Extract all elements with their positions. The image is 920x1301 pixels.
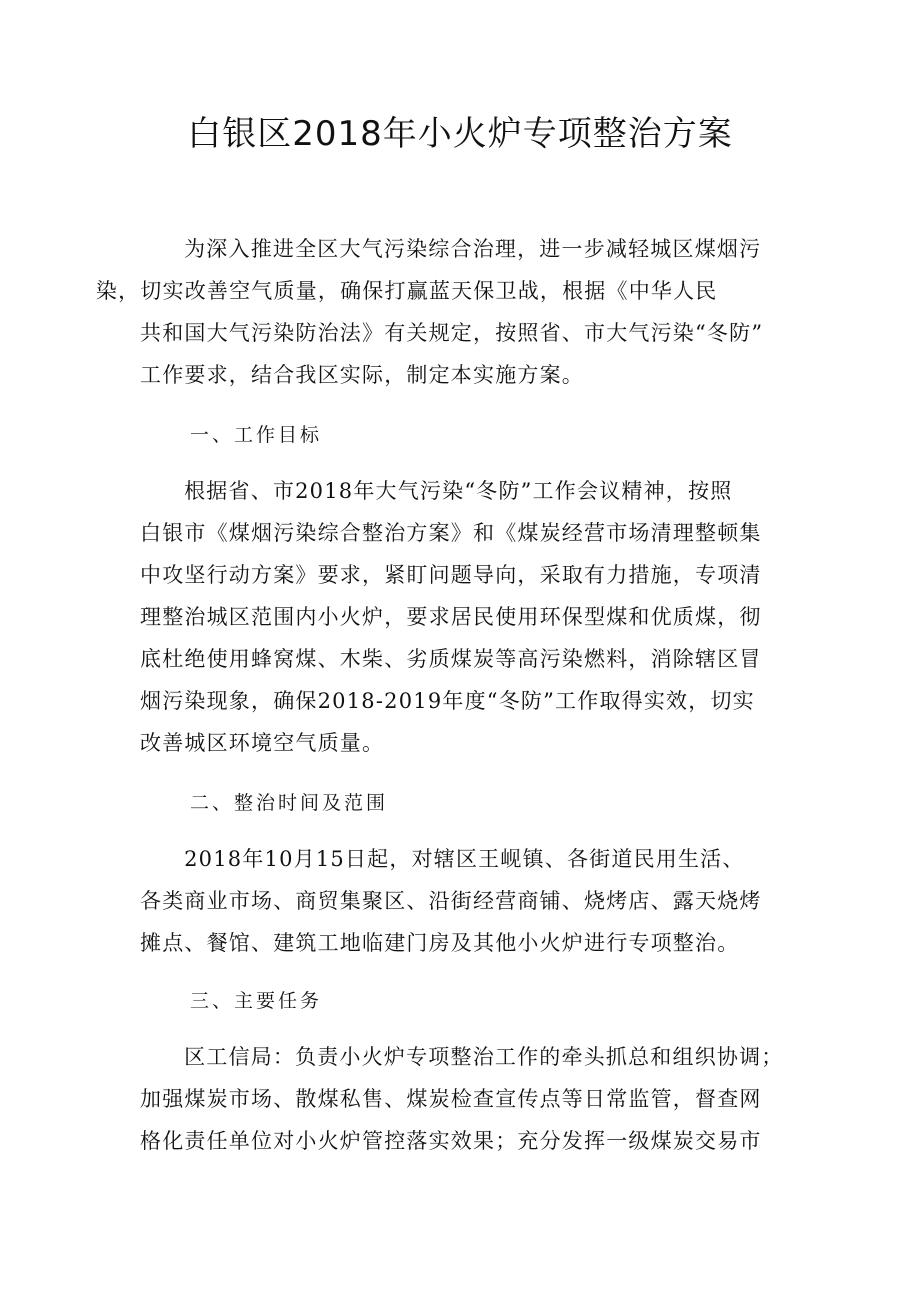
intro-line: 为深入推进全区大气污染综合治理，进一步减轻城区煤烟污 (184, 237, 762, 261)
intro-line: 共和国大气污染防治法》有关规定，按照省、市大气污染“冬防” (140, 321, 764, 345)
section-3-line: 区工信局：负责小火炉专项整治工作的牵头抓总和组织协调； (184, 1045, 784, 1069)
intro-paragraph (95, 228, 785, 396)
document-title: 白银区2018年小火炉专项整治方案 (187, 114, 733, 154)
section-3-line: 加强煤炭市场、散煤私售、煤炭检查宣传点等日常监管，督查网 (140, 1087, 762, 1111)
section-1-line: 理整治城区范围内小火炉，要求居民使用环保型煤和优质煤，彻 (140, 605, 762, 629)
section-2-line: 摊点、餐馆、建筑工地临建门房及其他小火炉进行专项整治。 (140, 931, 740, 955)
section-1-line: 底杜绝使用蜂窝煤、木柴、劣质煤炭等高污染燃料，消除辖区冒 (140, 647, 762, 671)
section-1-line: 白银市《煤烟污染综合整治方案》和《煤炭经营市场清理整顿集 (140, 521, 762, 545)
section-3-text (140, 1036, 785, 1162)
intro-text (95, 228, 785, 396)
intro-line: 染，切实改善空气质量，确保打赢蓝天保卫战，根据《中华人民 (95, 279, 718, 303)
section-1-line: 中攻坚行动方案》要求，紧盯问题导向，采取有力措施，专项清 (140, 563, 762, 587)
section-3-line: 格化责任单位对小火炉管控落实效果；充分发挥一级煤炭交易市 (140, 1129, 762, 1153)
section-3-heading: 三、主要任务 (190, 990, 323, 1012)
section-3 (140, 980, 785, 1022)
section-1-body (140, 470, 785, 764)
section-2-body (140, 838, 785, 964)
section-2-heading: 二、整治时间及范围 (190, 792, 389, 814)
section-3-body (140, 1036, 785, 1162)
intro-line: 工作要求，结合我区实际，制定本实施方案。 (140, 363, 584, 387)
section-1-line: 根据省、市2018年大气污染“冬防”工作会议精神，按照 (184, 479, 733, 503)
section-2-text (140, 838, 785, 964)
section-2-line: 各类商业市场、商贸集聚区、沿街经营商铺、烧烤店、露天烧烤 (140, 889, 762, 913)
section-2 (140, 782, 785, 824)
section-1 (140, 414, 785, 456)
section-2-line: 2018年10月15日起，对辖区王岘镇、各街道民用生活、 (184, 847, 745, 871)
section-1-text (140, 470, 785, 764)
section-1-line: 烟污染现象，确保2018-2019年度“冬防”工作取得实效，切实 (140, 689, 755, 713)
section-1-line: 改善城区环境空气质量。 (140, 731, 385, 755)
section-1-heading: 一、工作目标 (190, 424, 323, 446)
